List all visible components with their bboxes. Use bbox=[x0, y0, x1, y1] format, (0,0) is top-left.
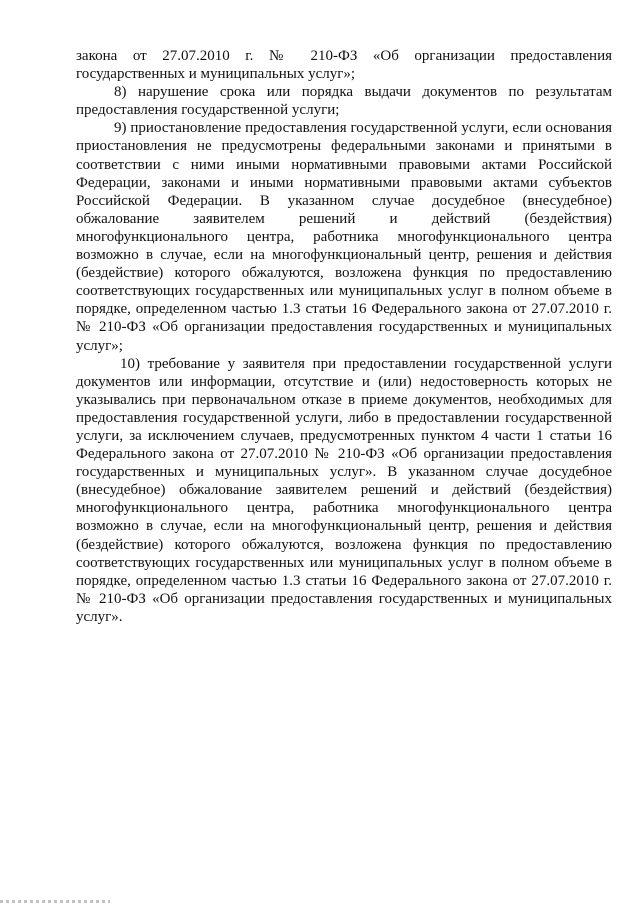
scan-edge-marks bbox=[0, 900, 110, 903]
document-body bbox=[76, 47, 612, 626]
paragraph-item-9: 9) приостановление предоставления государственной услуги, если основания приостановления не предусмотрены федеральными законами и принятыми в соответствии с ними иными нормативными правовыми актами Российской Федерации, законами и иными нормативными правовыми актами субъектов Российской Федерации. В указанном случае досудебное (внесудебное) обжалование заявителем решений и действий (бездействия) многофункционального центра, работника многофункционального центра возможно в случае, если на многофункциональный центр, решения и действия (бездействие) которого обжалуются, возложена функция по предоставлению соответствующих государственных или муниципальных услуг в полном объеме в порядке, определенном частью 1.3 статьи 16 Федерального закона от 27.07.2010 г. № 210-ФЗ «Об организации предоставления государственных и муниципальных услуг»; bbox=[76, 120, 612, 354]
paragraph-item-10: 10) требование у заявителя при предоставлении государственной услуги документов или информации, отсутствие и (или) недостоверность которых не указывались при первоначальном отказе в приеме документов, необходимых для предоставления государственной услуги, либо в предоставлении государственной услуги, за исключением случаев, предусмотренных пунктом 4 части 1 статьи 16 Федерального закона от 27.07.2010 № 210-ФЗ «Об организации предоставления государственных и муниципальных услуг». В указанном случае досудебное (внесудебное) обжалование заявителем решений и действий (бездействия) многофункционального центра, работника многофункционального центра возможно в случае, если на многофункциональный центр, решения и действия (бездействие) которого обжалуются, возложена функция по предоставлению соответствующих государственных или муниципальных услуг в полном объеме в порядке, определенном частью 1.3 статьи 16 Федерального закона от 27.07.2010 г. № 210-ФЗ «Об организации предоставления государственных и муниципальных услуг». bbox=[76, 355, 612, 625]
paragraph-item-8: 8) нарушение срока или порядка выдачи документов по результатам предоставления государственной услуги; bbox=[76, 84, 612, 119]
paragraph-continuation: закона от 27.07.2010 г. № 210-ФЗ «Об организации предоставления государственных и муниципальных услуг»; bbox=[76, 48, 612, 83]
